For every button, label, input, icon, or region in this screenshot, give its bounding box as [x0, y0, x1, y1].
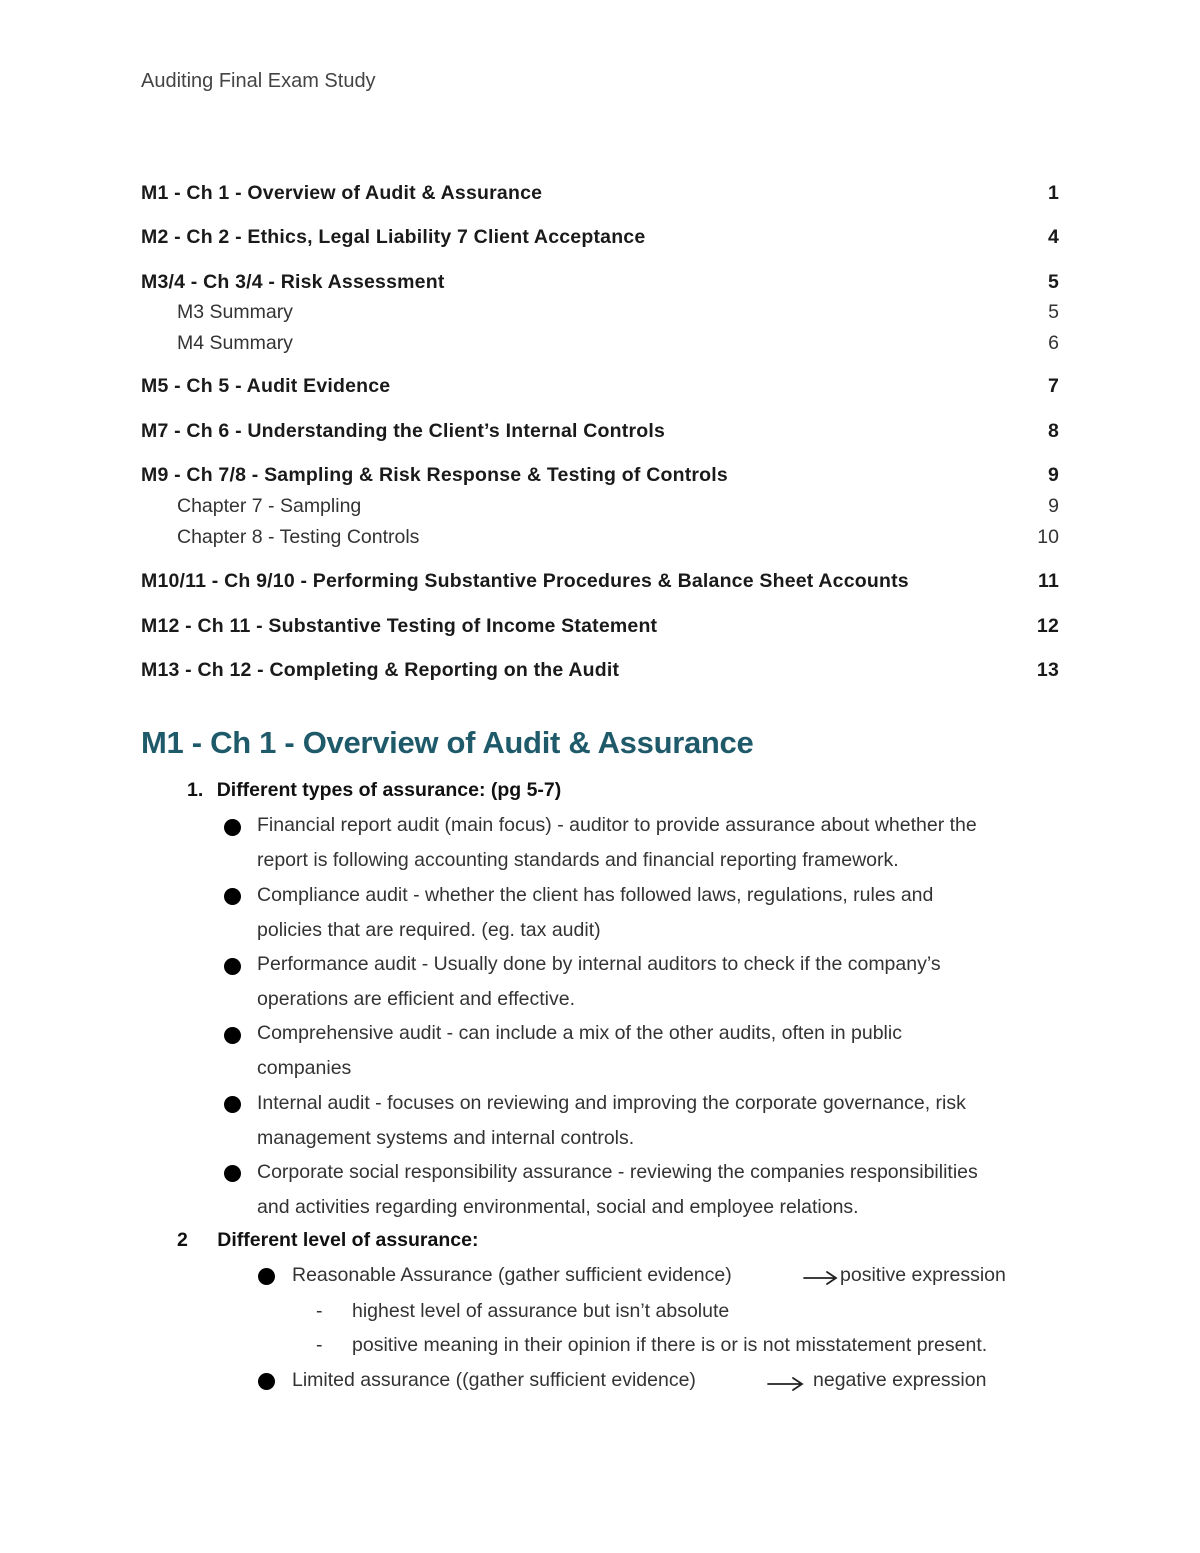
- toc-entry-label: Chapter 7 - Sampling: [177, 495, 362, 517]
- numbered-item-heading: [177, 1229, 478, 1252]
- list-item-line: Corporate social responsibility assurance - reviewing the companies responsibilities: [257, 1161, 978, 1183]
- numbered-item-heading: [187, 779, 561, 802]
- bullet-icon: [224, 819, 241, 836]
- list-item-line: report is following accounting standards and financial reporting framework.: [257, 848, 899, 871]
- list-item-line: Internal audit - focuses on reviewing and improving the corporate governance, risk: [257, 1092, 966, 1114]
- toc-entry-label: M13 - Ch 12 - Completing & Reporting on the Audit: [141, 659, 620, 681]
- list-item-line: policies that are required. (eg. tax audit): [257, 918, 601, 941]
- bullet-icon: [224, 958, 241, 975]
- list-item-line: Compliance audit - whether the client has followed laws, regulations, rules and: [257, 884, 934, 906]
- dash-marker: -: [316, 1334, 323, 1356]
- toc-entry-page: 12: [1036, 615, 1059, 637]
- dash-marker: -: [316, 1300, 323, 1322]
- toc-entry[interactable]: [141, 659, 1059, 689]
- toc-entry-label: M1 - Ch 1 - Overview of Audit & Assurance: [141, 182, 543, 204]
- list-item: [257, 1086, 966, 1155]
- list-item-reasonable-assurance: [292, 1258, 732, 1293]
- toc-entry[interactable]: [141, 271, 1059, 301]
- toc-entry-page: 10: [1037, 526, 1059, 548]
- list-number: 2: [177, 1229, 188, 1251]
- list-item-line: Performance audit - Usually done by internal auditors to check if the company’s: [257, 953, 941, 975]
- toc-entry-label: M3/4 - Ch 3/4 - Risk Assessment: [141, 271, 445, 293]
- toc-entry-page: 9: [1048, 495, 1059, 517]
- section-heading: M1 - Ch 1 - Overview of Audit & Assurance: [141, 725, 754, 760]
- list-item-line: and activities regarding environmental, social and employee relations.: [257, 1195, 859, 1218]
- assurance-result: negative expression: [813, 1369, 987, 1391]
- list-heading-text: Different types of assurance: (pg 5-7): [216, 779, 562, 801]
- toc-entry-label: M10/11 - Ch 9/10 - Performing Substantive Procedures & Balance Sheet Accounts: [141, 570, 909, 592]
- list-number: 1.: [187, 779, 204, 801]
- toc-entry-page: 1: [1047, 182, 1059, 204]
- bullet-icon: [258, 1268, 275, 1285]
- right-arrow-icon: [802, 1269, 840, 1287]
- toc-subentry[interactable]: [141, 301, 1059, 332]
- list-heading-text: Different level of assurance:: [217, 1229, 479, 1251]
- toc-subentry[interactable]: [141, 495, 1059, 526]
- toc-entry[interactable]: [141, 420, 1059, 464]
- toc-entry[interactable]: [141, 182, 1059, 226]
- toc-entry-label: M7 - Ch 6 - Understanding the Client’s Internal Controls: [141, 420, 666, 442]
- toc-entry[interactable]: [141, 570, 1059, 615]
- list-item: [257, 1155, 978, 1224]
- toc-entry-label: M5 - Ch 5 - Audit Evidence: [141, 375, 391, 397]
- toc-entry-page: 5: [1048, 301, 1059, 323]
- bullet-icon: [258, 1373, 275, 1390]
- toc-entry-page: 8: [1047, 420, 1059, 442]
- toc-subentry[interactable]: [141, 526, 1059, 570]
- bullet-icon: [224, 888, 241, 905]
- toc-entry[interactable]: [141, 615, 1059, 659]
- bullet-icon: [224, 1096, 241, 1113]
- toc-entry-page: 5: [1047, 271, 1059, 293]
- toc-entry-label: M4 Summary: [177, 332, 293, 354]
- assurance-text: Limited assurance ((gather sufficient evidence): [292, 1369, 696, 1391]
- sub-list-item: highest level of assurance but isn’t absolute: [352, 1300, 730, 1322]
- list-item: [257, 808, 977, 877]
- bullet-icon: [224, 1027, 241, 1044]
- right-arrow-icon: [766, 1375, 806, 1393]
- toc-entry[interactable]: [141, 226, 1059, 271]
- list-item: [257, 947, 941, 1016]
- toc-entry[interactable]: [141, 375, 1059, 420]
- list-item-line: Financial report audit (main focus) - auditor to provide assurance about whether the: [257, 814, 977, 836]
- list-item: [257, 1016, 902, 1085]
- list-item-limited-assurance: [292, 1363, 696, 1398]
- toc-entry-label: M9 - Ch 7/8 - Sampling & Risk Response & Testing of Controls: [141, 464, 728, 486]
- toc-entry-page: 9: [1047, 464, 1059, 486]
- assurance-result: positive expression: [840, 1264, 1006, 1286]
- toc-entry-label: Chapter 8 - Testing Controls: [177, 526, 420, 548]
- table-of-contents: [141, 182, 1059, 689]
- list-item: [257, 878, 933, 947]
- page-header-title: Auditing Final Exam Study: [141, 70, 376, 92]
- list-item-line: management systems and internal controls.: [257, 1126, 635, 1149]
- toc-entry-page: 13: [1036, 659, 1059, 681]
- toc-entry[interactable]: [141, 464, 1059, 495]
- toc-subentry[interactable]: [141, 332, 1059, 375]
- sub-list-item: positive meaning in their opinion if there is or is not misstatement present.: [352, 1334, 988, 1356]
- toc-entry-label: M12 - Ch 11 - Substantive Testing of Income Statement: [141, 615, 658, 637]
- list-item-line: companies: [257, 1056, 352, 1079]
- toc-entry-page: 7: [1047, 375, 1059, 397]
- list-item-line: Comprehensive audit - can include a mix of the other audits, often in public: [257, 1022, 902, 1044]
- bullet-icon: [224, 1165, 241, 1182]
- toc-entry-page: 11: [1037, 570, 1059, 592]
- list-item-line: operations are efficient and effective.: [257, 987, 575, 1010]
- assurance-text: Reasonable Assurance (gather sufficient evidence): [292, 1264, 732, 1286]
- toc-entry-label: M2 - Ch 2 - Ethics, Legal Liability 7 Client Acceptance: [141, 226, 646, 248]
- toc-entry-label: M3 Summary: [177, 301, 293, 323]
- toc-entry-page: 6: [1048, 332, 1059, 354]
- toc-entry-page: 4: [1047, 226, 1059, 248]
